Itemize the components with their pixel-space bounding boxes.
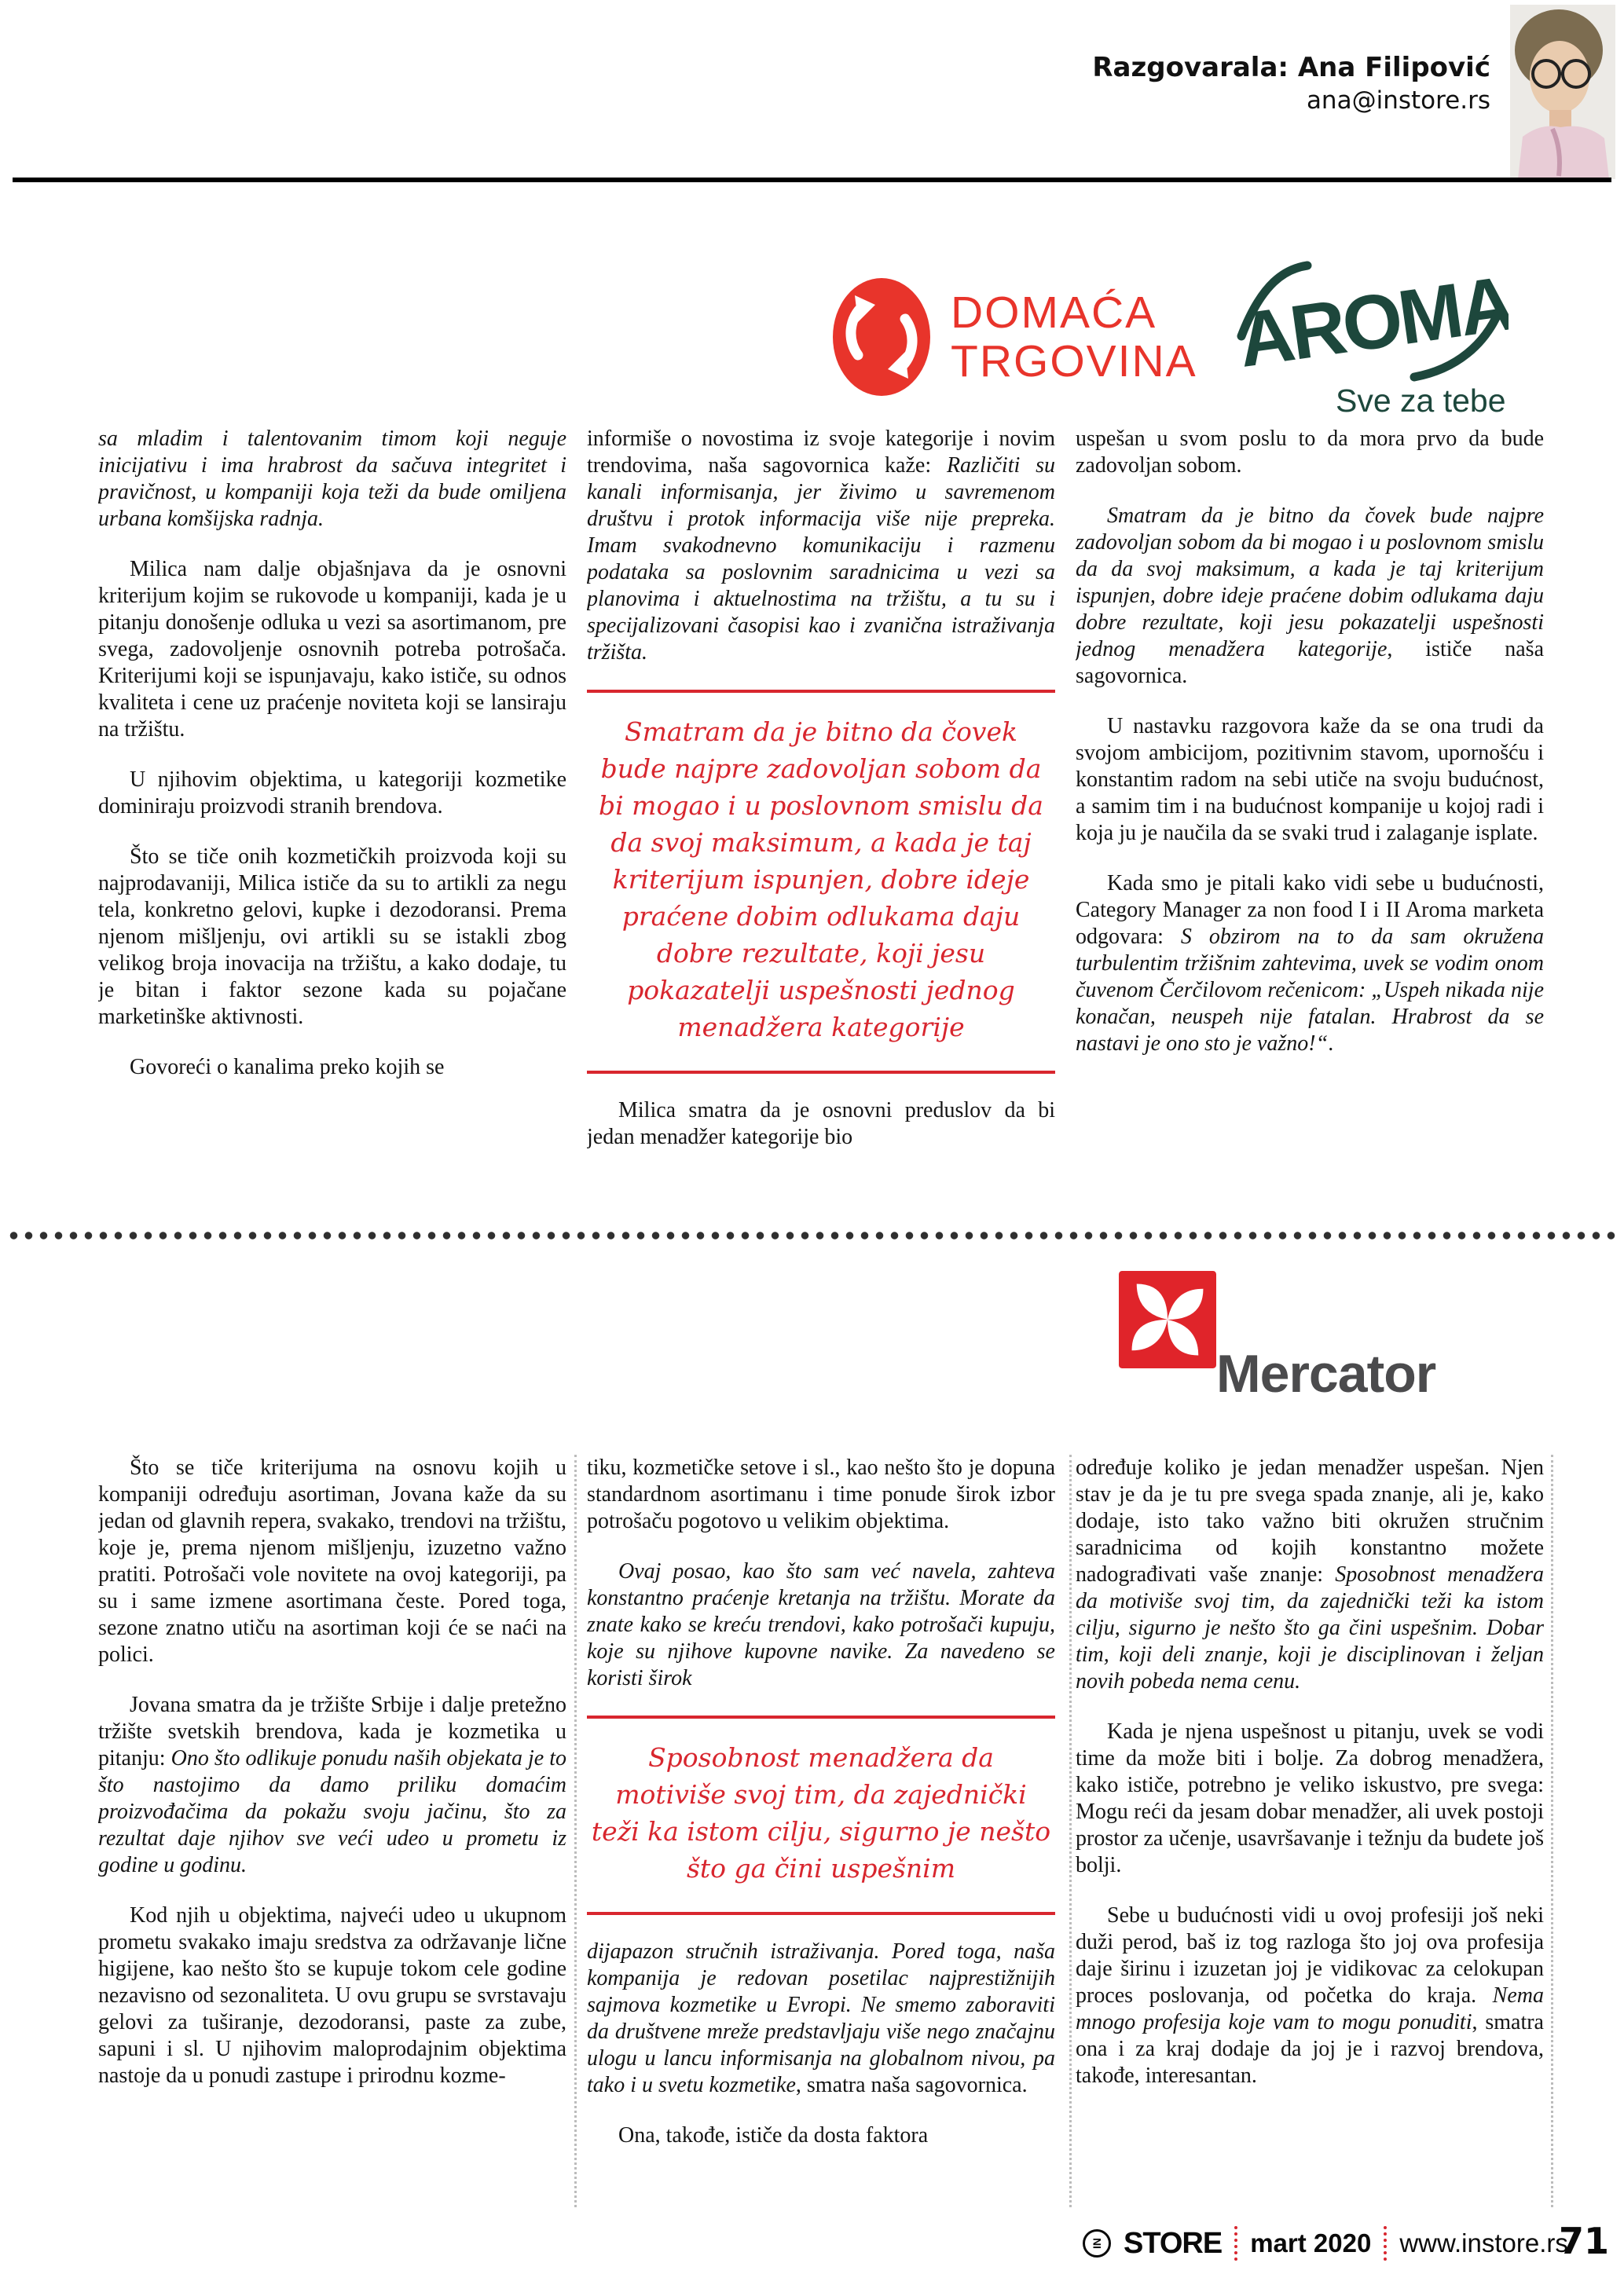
- header-divider-rule: [13, 178, 1611, 182]
- domaca-trgovina-wordmark: [951, 288, 1197, 386]
- top-column-1: [98, 426, 566, 1227]
- bottom-column-3: [1076, 1455, 1544, 2207]
- byline: Razgovarala: Ana Filipović: [1092, 52, 1490, 83]
- aroma-name-text: AROMA: [1233, 259, 1509, 383]
- paragraph: Kada smo je pitali kako vidi sebe u budućnosti, Category Manager za non food I i II Aroma marketa odgovara: S obzirom na to da sam okružena turbulentim tržišnim zahtevima, uvek se vodim onom čuvenom Čerčilovom rečenicom: „Uspeh nikada nije konačan, neuspeh nije fatalan. Hrabrost da se nastavi je ono sto je važno!“.: [1076, 871, 1544, 1056]
- domaca-line2: TRGOVINA: [951, 336, 1197, 386]
- mercator-pinwheel-icon: [1119, 1271, 1216, 1368]
- instore-circle-icon: [1083, 2229, 1111, 2258]
- magazine-name: STORE: [1124, 2226, 1223, 2260]
- bottom-column-2: [587, 1455, 1055, 2207]
- instore-monogram: IN: [1091, 2238, 1103, 2249]
- paragraph: U nastavku razgovora kaže da se ona trudi da svojom ambicijom, pozitivnim stavom, upornošću i konstantim radom na sebi utiče na svoju budućnost, a samim tim i na budućnost kompanije u kojoj radi i koja ju je naučila da se svaki trud i zalaganje isplate.: [1076, 714, 1544, 845]
- paragraph: Ona, takođe, ističe da dosta faktora: [618, 2123, 929, 2148]
- aroma-wordmark-graphic: [1232, 256, 1509, 419]
- author-photo: [1510, 5, 1615, 179]
- footer: [1083, 2226, 1568, 2261]
- footer-dotted-divider-icon: [1384, 2226, 1387, 2261]
- paragraph: informiše o novostima iz svoje kategorije i novim trendovima, naša sagovornica kaže: Različiti su kanali informisanja, jer živimo u savremenom društvu i protok informacija više nije prepreka. Imam svakodnevno komunikaciju i razmenu podataka sa poslovnim saradnicima u vezi sa planovima i aktuelnostima na tržištu, a tu su i specijalizovani časopisi kao i zvanična istraživanja tržišta.: [587, 427, 1055, 665]
- portrait-photo-graphic: [1510, 5, 1615, 179]
- paragraph: Milica nam dalje objašnjava da je osnovni kriterijum kojim se rukovode u kompaniji, kada je u pitanju donošenje odluka u vezi sa asortimanom, pre svega, zadovoljenje osnovnih potreba potrošača. Kriterijumi koji se ispunjavaju, kako ističe, su odnos kvaliteta i cene uz praćenje noviteta koji se lansiraju na tržištu.: [98, 557, 566, 742]
- mercator-wordmark: Mercator: [1216, 1344, 1436, 1404]
- aroma-tagline-text: Sve za tebe: [1336, 383, 1506, 419]
- paragraph: određuje koliko je jedan menadžer uspešan. Njen stav je da je tu pre svega spada znanje, ali je, kako dodaje, isto tako važno biti okružen stručnim saradnicima od kojih konstantno možete nadograđivati vaše znanje: Sposobnost menadžera da motiviše svoj tim, da zajednički teži ka istom cilju, sigurno je nešto što ga čini uspešnim. Dobar tim, koji deli znanje, koji je disciplinovan i željan novih pobeda nema cenu.: [1076, 1456, 1544, 1694]
- column-rule-1: [574, 1455, 577, 2207]
- paragraph: Sebe u budućnosti vidi u ovoj profesiji još neki duži perod, baš iz tog razloga što joj ova profesija daje širinu i izuzetan joj je vidikovac za celokupan proces poslovanja, od početka do kraja. Nema mnogo profesija koje vam to mogu ponuditi, smatra ona i za kraj dodaje da joj je i razvoj brendova, takođe, interesantan.: [1076, 1903, 1544, 2088]
- author-email: ana@instore.rs: [1306, 86, 1490, 115]
- paragraph: Milica smatra da je osnovni preduslov da bi jedan menadžer kategorije bio: [587, 1098, 1055, 1149]
- paragraph: Kod njih u objektima, najveći udeo u ukupnom prometu svakako imaju sredstva za održavanje lične higijene, kao nešto što se kupuje tokom cele godine nezavisno od sezonaliteta. U ovu grupu se svrstavaju gelovi za tuširanje, dezodoransi, paste za zube, sapuni i sl. U njihovim maloprodajnim objektima nastoje da u ponudi zastupe i prirodnu kozme-: [98, 1903, 566, 2088]
- domaca-line1: DOMAĆA: [951, 287, 1157, 338]
- paragraph: U njihovim objektima, u kategoriji kozmetike dominiraju proizvodi stranih brendova.: [98, 767, 566, 818]
- paragraph: Jovana smatra da je tržište Srbije i dalje pretežno tržište svetskih brendova, kada je kozmetika u pitanju: Ono što odlikuje ponudu naših objekata je to što nastojimo da damo priliku domaćim proizvođačima da pokažu svoju jačinu, što za rezultat daje njihov sve veći udeo u prometu iz godine u godinu.: [98, 1693, 566, 1877]
- paragraph: Smatram da je bitno da čovek bude najpre zadovoljan sobom da bi mogao i u poslovnom smislu da da svoj maksimum, a kada je taj kriterijum ispunjen, dobre ideje praćene dobim odlukama daju dobre rezultate, koji jesu pokazatelji uspešnosti jednog menadžera kategorije, ističe naša sagovornica.: [1076, 504, 1544, 688]
- paragraph: uspešan u svom poslu to da mora prvo da bude zadovoljan sobom.: [1076, 427, 1544, 478]
- website-url: www.instore.rs: [1399, 2228, 1568, 2258]
- domaca-trgovina-logo: [831, 276, 1197, 397]
- column-rule-2: [1069, 1455, 1072, 2207]
- footer-dotted-divider-icon: [1234, 2226, 1237, 2261]
- bottom-column-1: [98, 1455, 566, 2207]
- header: [1092, 50, 1490, 116]
- top-column-3: [1076, 426, 1544, 1227]
- issue-date: mart 2020: [1250, 2228, 1372, 2258]
- top-article-section: [98, 426, 1544, 1227]
- column-rule-3: [1551, 1455, 1553, 2207]
- paragraph: dijapazon stručnih istraživanja. Pored toga, naša kompanija je redovan posetilac najprestižnijih sajmova kozmetike u Evropi. Ne smemo zaboraviti da društvene mreže predstavljaju više nego značajnu ulogu u lancu informisanja na globalnom nivou, pa tako i u svetu kozmetike, smatra naša sagovornica.: [587, 1939, 1055, 2097]
- paragraph: tiku, kozmetičke setove i sl., kao nešto što je dopuna standardnom asortimanu i time ponude širok izbor potrošaču pogotovo u velikim objektima.: [587, 1456, 1055, 1533]
- paragraph: Govoreći o kanalima preko kojih se: [130, 1055, 445, 1079]
- pull-quote: Smatram da je bitno da čovek bude najpre zadovoljan sobom da bi mogao i u poslovnom smislu da da svoj maksimum, a kada je taj kriterijum ispunjen, dobre ideje praćene dobim odlukama daju dobre rezultate, koji jesu pokazatelji uspešnosti jednog menadžera kategorije: [587, 690, 1055, 1074]
- mercator-logo: [1119, 1271, 1527, 1420]
- paragraph: sa mladim i talentovanim timom koji neguje inicijativu i ima hrabrost da sačuva integritet i pravičnost, u kompaniji koja teži da bude omiljena urbana komšijska radnja.: [98, 427, 566, 531]
- paragraph: Što se tiče kriterijuma na osnovu kojih u kompaniji određuju asortiman, Jovana kaže da su jedan od glavnih repera, svakako, trendovi na tržištu, koje je, prema njenom mišljenju, izuzetno važno pratiti. Potrošači vole novitete na ovoj kategoriji, pa su i same izmene asortimana česte. Pored toga, sezone znatno utiču na asortiman koji će se naći na polici.: [98, 1456, 566, 1667]
- aroma-logo: [1232, 256, 1509, 419]
- bottom-article-section: [98, 1455, 1544, 2207]
- top-column-2: [587, 426, 1055, 1227]
- domaca-trgovina-arrows-icon: [831, 276, 932, 397]
- paragraph: Što se tiče onih kozmetičkih proizvoda koji su najprodavaniji, Milica ističe da su to artikli za negu tela, konkretno gelovi, kupke i dezodoransi. Prema njenom mišljenju, ovi artikli su se istakli zbog velikog broja inovacija na tržištu, a kako dodaje, tu je bitan i faktor sezone kada su pojačane marketinške aktivnosti.: [98, 844, 566, 1029]
- paragraph: Ovaj posao, kao što sam već navela, zahteva konstantno praćenje kretanja na tržištu. Morate da znate kako se kreću trendovi, kako potrošači kupuju, koje su njihove kupovne navike. Za navedeno se koristi širok: [587, 1559, 1055, 1690]
- page-number: 71: [1559, 2220, 1610, 2262]
- dotted-section-separator: [6, 1230, 1617, 1241]
- paragraph: Kada je njena uspešnost u pitanju, uvek se vodi time da može biti i bolje. Za dobrog menadžera, kako ističe, potrebno je veliko iskustvo, pre svega: Mogu reći da jesam dobar menadžer, ali uvek postoji prostor za učenje, usavršavanje i težnju da budete još bolji.: [1076, 1719, 1544, 1877]
- pull-quote: Sposobnost menadžera da motiviše svoj tim, da zajednički teži ka istom cilju, sigurno je nešto što ga čini uspešnim: [587, 1716, 1055, 1915]
